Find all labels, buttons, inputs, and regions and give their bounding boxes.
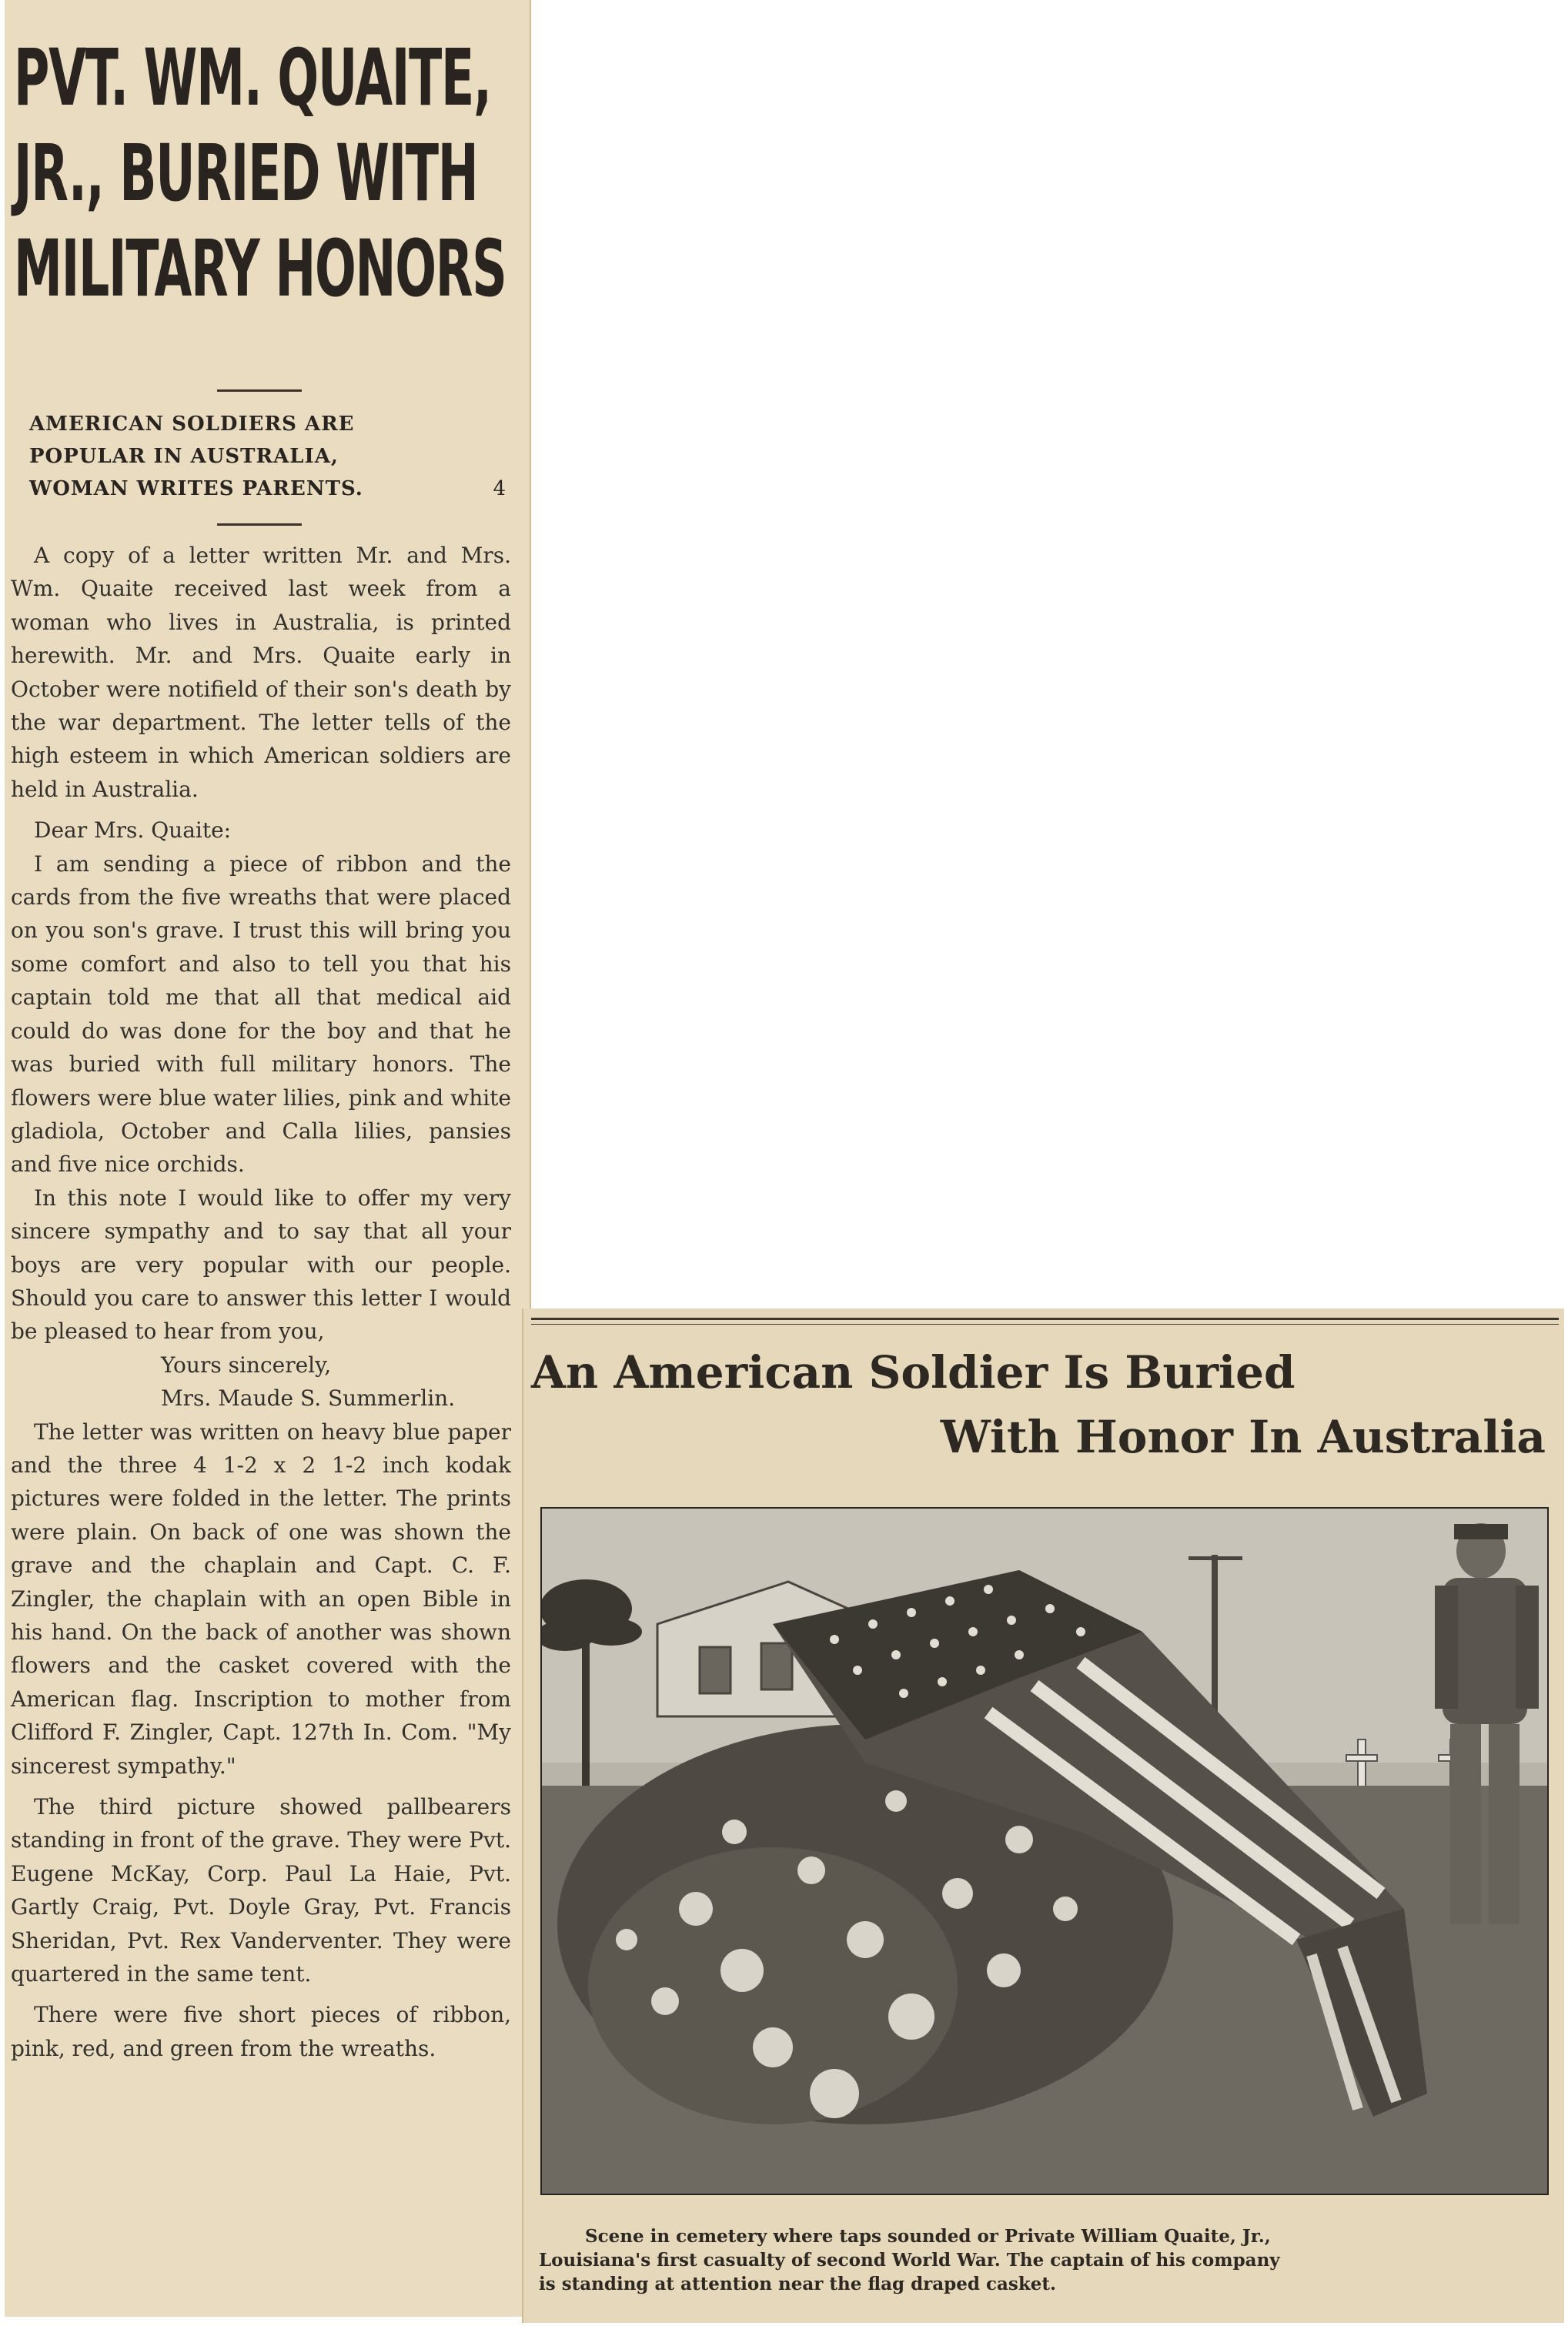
rule-thin [531, 1324, 1559, 1325]
paragraph-pictures: The letter was written on heavy blue paper and the three 4 1-2 x 2 1-2 inch kodak pictures were folded in the letter. The prints were plain. On back of one was shown the grave and the chaplain and Capt. C. F. Zingler, the chaplain with an open Bible in his hand. On the back of another was shown flowers and the casket covered with the American flag. Inscription to mother from Clifford F. Zingler, Capt. 127th In. Com. "My sincerest sympathy." [11, 1419, 511, 1779]
subhead-divider [217, 523, 302, 526]
photo-caption [539, 2224, 1553, 2296]
headline-line-1: PVT. WM. QUAITE, [14, 32, 491, 124]
paragraph-intro: A copy of a letter written Mr. and Mrs. Wm. Quaite received last week from a woman who lives in Australia, is printed herewith. Mr. and Mrs. Quaite early in October were notifield of their son's death by the war department. The letter tells of the high esteem in which American soldiers are held in Australia. [11, 543, 511, 802]
subhead-line-1: AMERICAN SOLDIERS ARE [29, 413, 355, 436]
headline-line-2: JR., BURIED WITH [14, 128, 478, 219]
cemetery-photo [540, 1507, 1549, 2195]
paragraph-ribbons: There were five short pieces of ribbon, pink, red, and green from the wreaths. [11, 2002, 511, 2061]
caption-line-2: Louisiana's first casualty of second World War. The captain of his company [539, 2250, 1280, 2271]
letter-closing: Yours sincerely, [161, 1352, 332, 1378]
subhead-line-2: POPULAR IN AUSTRALIA, [29, 445, 339, 468]
paragraph-pallbearers: The third picture showed pallbearers standing in front of the grave. They were Pvt. Eugene McKay, Corp. Paul La Haie, Pvt. Gartly Craig, Pvt. Doyle Gray, Pvt. Francis Sheridan, Pvt. Rex Vanderventer. They were quartered in the same tent. [11, 1794, 511, 1987]
subheadline [29, 408, 507, 505]
headline-divider [217, 389, 302, 392]
photo-title-line-2: With Honor In Australia [940, 1411, 1546, 1463]
page-marker: 4 [493, 477, 507, 500]
letter-salutation: Dear Mrs. Quaite: [34, 817, 232, 844]
headline [14, 31, 507, 317]
subhead-line-3: WOMAN WRITES PARENTS. [29, 477, 363, 500]
letter-paragraph-2: In this note I would like to offer my very sincere sympathy and to say that all your boys are very popular with our people. Should you care to answer this letter I would be pleased to hear from you, [11, 1185, 511, 1345]
letter-signature: Mrs. Maude S. Summerlin. [161, 1385, 456, 1412]
cemetery-photo-illustration [542, 1509, 1547, 2194]
caption-line-3: is standing at attention near the flag draped casket. [539, 2274, 1057, 2294]
article-body [11, 539, 511, 2065]
rule-thick [531, 1318, 1559, 1320]
caption-line-1: Scene in cemetery where taps sounded or Private William Quaite, Jr., [585, 2226, 1271, 2247]
headline-line-3: MILITARY HONORS [14, 223, 507, 315]
photo-title-line-1: An American Soldier Is Buried [531, 1346, 1296, 1399]
letter-paragraph-1: I am sending a piece of ribbon and the cards from the five wreaths that were placed on you son's grave. I trust this will bring you some comfort and also to tell you that his captain told me that all that medical aid could do was done for the boy and that he was buried with full military honors. The flowers were blue water lilies, pink and white gladiola, October and Calla lilies, pansies and five nice orchids. [11, 851, 511, 1178]
